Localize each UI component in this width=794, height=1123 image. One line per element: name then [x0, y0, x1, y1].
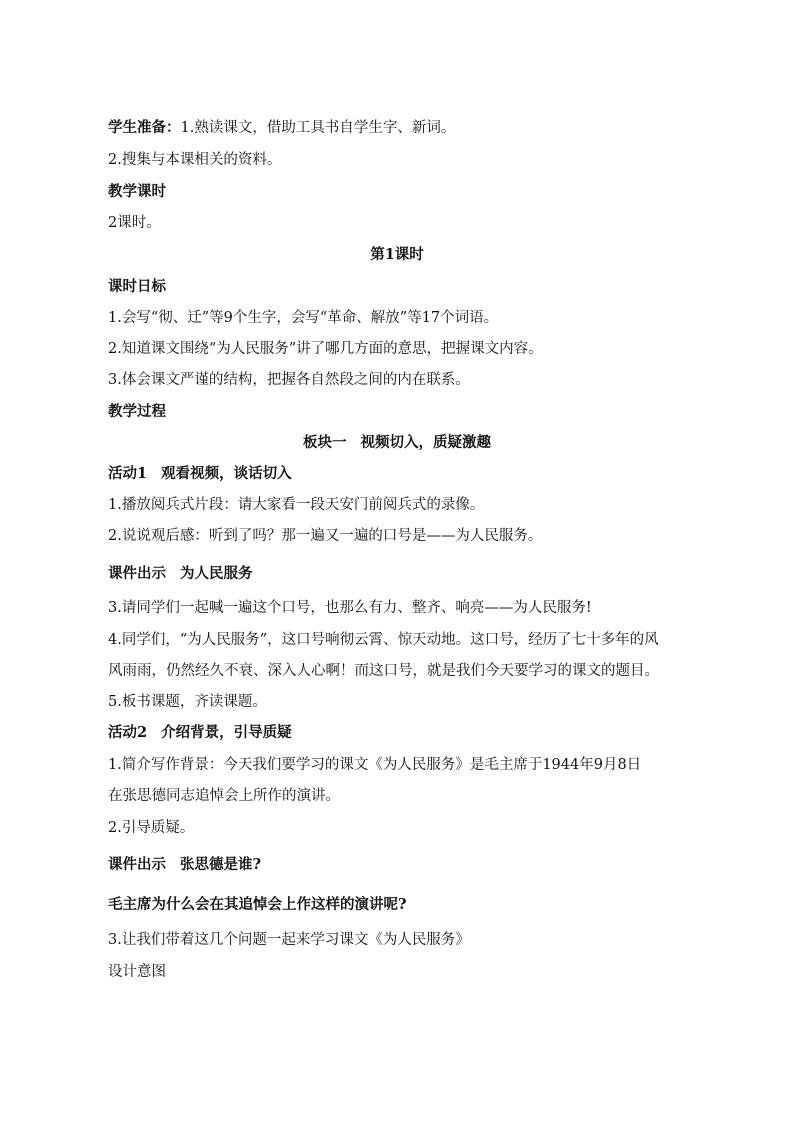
activity-1-item-5: 5.板书课题，齐读课题。: [108, 694, 267, 710]
activity-2-label: 活动2: [108, 724, 148, 741]
activity-1-title: 观看视频，谈话切入: [161, 465, 292, 482]
slide-show-1: [108, 564, 708, 584]
section-1-title: 视频切入，质疑激趣: [360, 434, 491, 451]
goal-item-2: 2.知道课文围绕“为人民服务”讲了哪几方面的意思，把握课文内容。: [108, 341, 543, 357]
teaching-hours-value: 2课时。: [108, 215, 161, 231]
activity-2-item-1-line-2: 在张思德同志追悼会上所作的演讲。: [108, 788, 340, 804]
activity-2-item-3: 3.让我们带着这几个问题一起来学习课文《为人民服务》: [108, 932, 470, 948]
activity-1-heading: [108, 464, 708, 484]
heading-lesson-goals: 课时日标: [108, 278, 166, 295]
slide-show-2: [108, 855, 708, 875]
student-prep-item-2: 2.搜集与本课相关的资料。: [108, 152, 282, 168]
activity-1-item-4-line-1: 4.同学们，“为人民服务”，这口号响彻云霄、惊天动地。这口号，经历了七十多年的风: [108, 632, 659, 648]
activity-2-item-2: 2.引导质疑。: [108, 820, 195, 836]
slide-show-2-content: 张思德是谁?: [180, 856, 261, 873]
activity-1-label: 活动1: [108, 465, 148, 482]
activity-1-item-3: 3.请同学们一起喊一遍这个口号，也那么有力、整齐、响亮——为人民服务!: [108, 600, 592, 616]
activity-1-item-1: 1.播放阅兵式片段：请大家看一段天安门前阅兵式的录像。: [108, 497, 485, 513]
section-1-label: 板块一: [303, 434, 347, 451]
heading-teaching-hours: 教学课时: [108, 183, 166, 200]
heading-teaching-process: 教学过程: [108, 403, 166, 420]
goal-item-1: 1.会写“彻、迁”等9个生字，会写“革命、解放”等17个词语。: [108, 310, 499, 326]
slide-show-2-label: 课件出示: [108, 856, 166, 873]
slide-show-1-content: 为人民服务: [180, 565, 253, 582]
activity-1-item-2: 2.说说观后感：听到了吗？那一遍又一遍的口号是——为人民服务。: [108, 528, 543, 544]
student-prep-line: [108, 118, 708, 138]
activity-2-title: 介绍背景，引导质疑: [161, 724, 292, 741]
goal-item-3: 3.体会课文严谨的结构，把握各自然段之间的内在联系。: [108, 372, 470, 388]
student-prep-item-1: 1.熟读课文，借助工具书自学生字、新词。: [180, 120, 456, 136]
student-prep-label: 学生准备：: [108, 119, 181, 136]
slide-show-2-question: 毛主席为什么会在其追悼会上作这样的演讲呢?: [108, 896, 407, 913]
activity-1-item-4-line-2: 风雨雨，仍然经久不衰、深入人心啊！而这口号，就是我们今天要学习的课文的题目。: [108, 663, 659, 679]
activity-2-heading: [108, 723, 708, 743]
activity-2-item-1-line-1: 1.简介写作背景：今天我们要学习的课文《为人民服务》是毛主席于1944年9月8日: [108, 757, 642, 773]
lesson-1-title: 第1课时: [370, 246, 424, 263]
heading-design-intent: 设计意图: [108, 964, 166, 980]
slide-show-1-label: 课件出示: [108, 565, 166, 582]
section-1-heading: [0, 433, 794, 453]
